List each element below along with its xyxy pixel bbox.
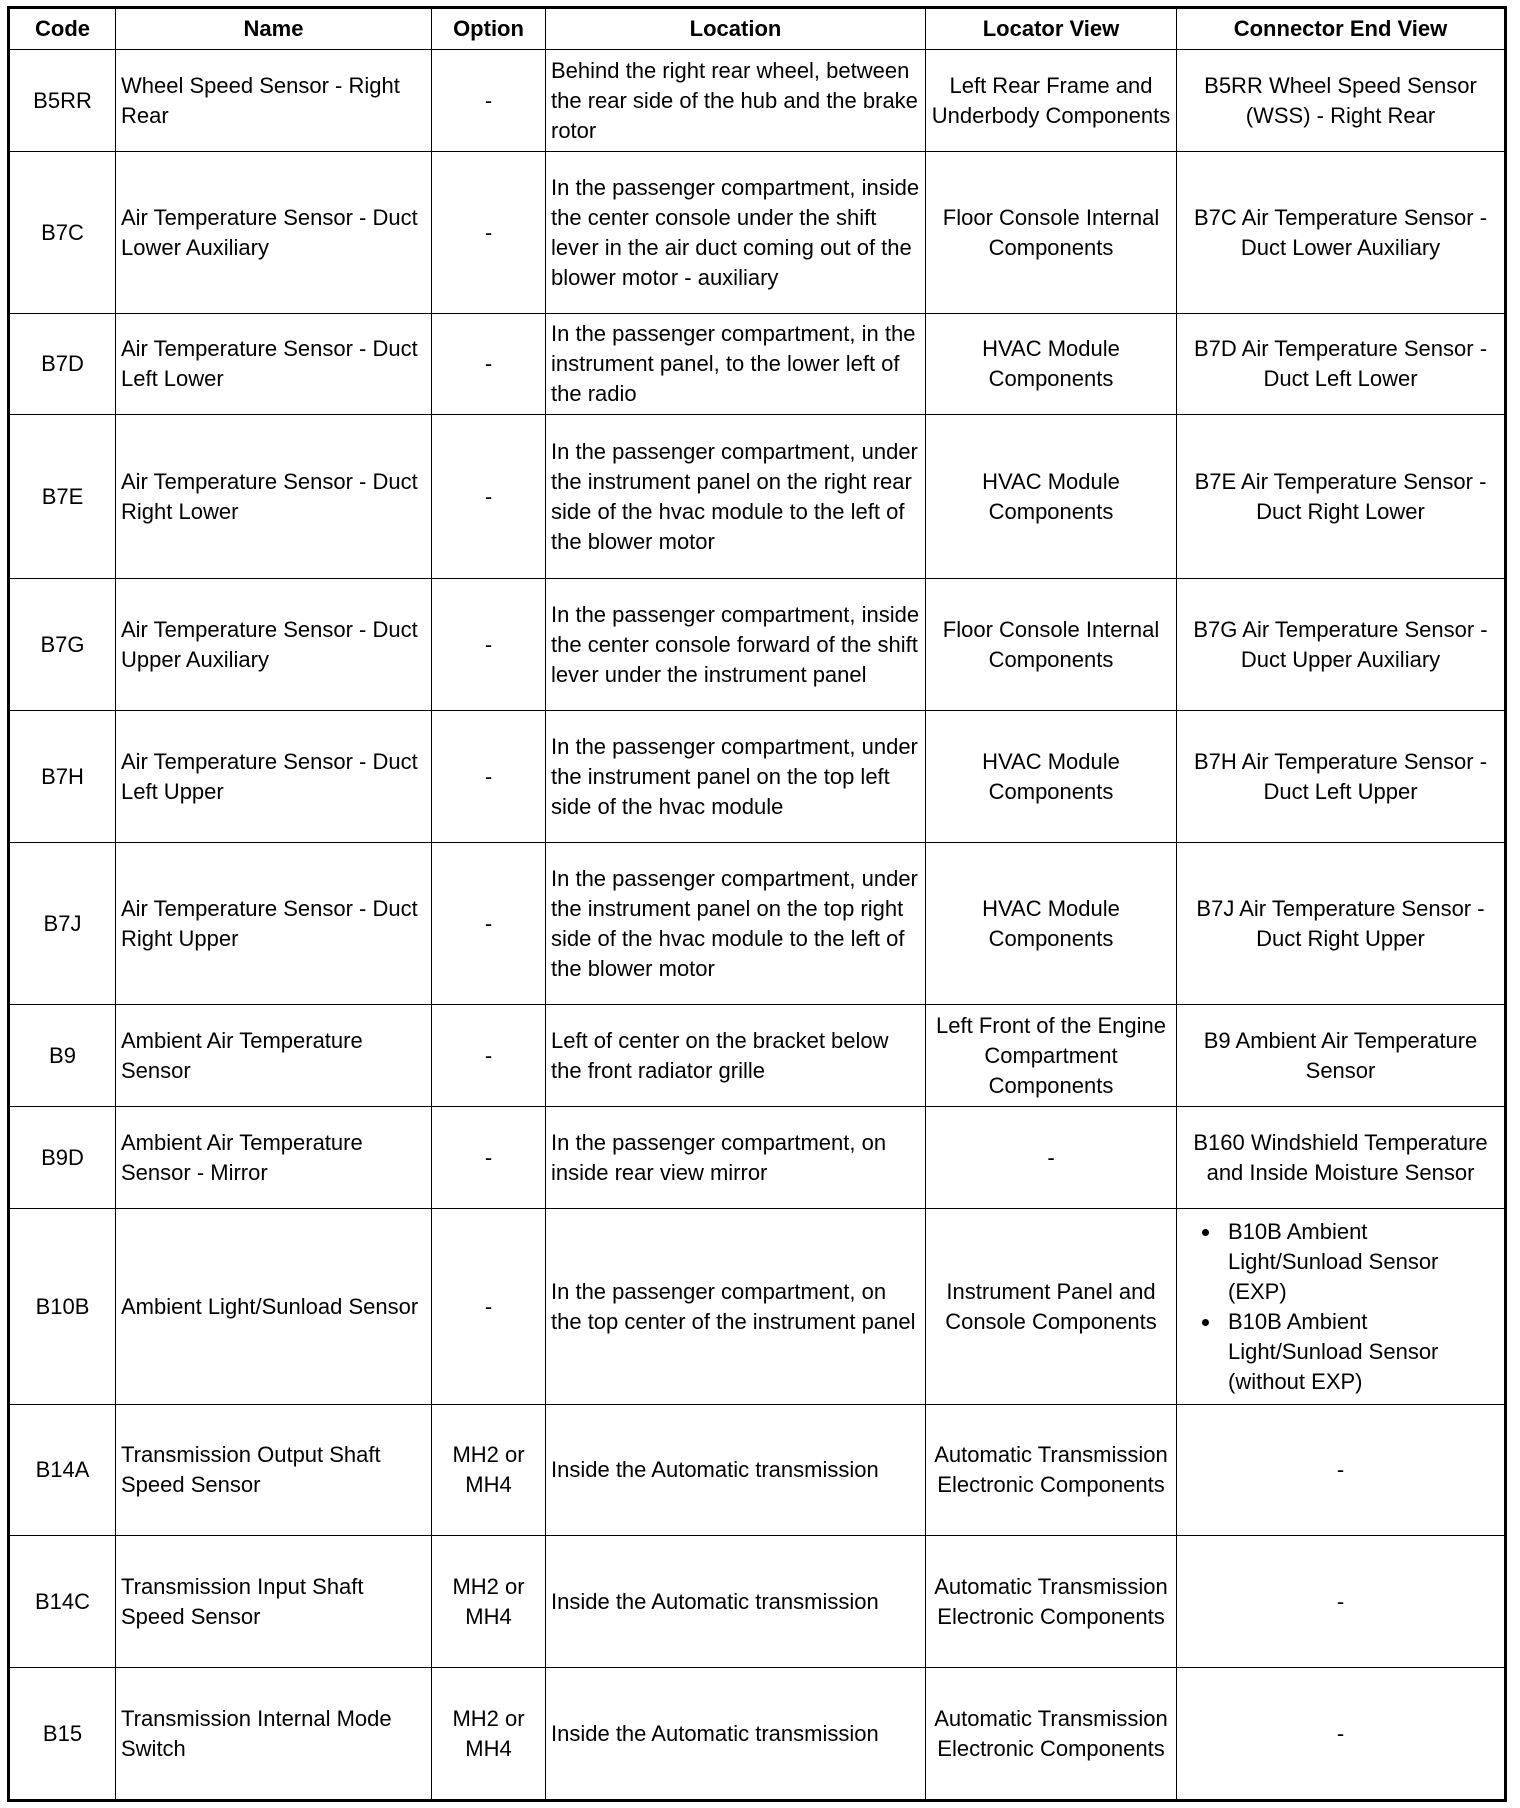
- connector-end-view-cell: -: [1177, 1405, 1506, 1536]
- location-cell: In the passenger compartment, under the instrument panel on the top right side of the hvac module to the left of the blower motor: [546, 843, 926, 1005]
- option-cell: -: [432, 1005, 546, 1107]
- location-cell: In the passenger compartment, inside the center console under the shift lever in the air duct coming out of the blower motor - auxiliary: [546, 152, 926, 314]
- connector-end-view-cell: -: [1177, 1668, 1506, 1801]
- locator-view-cell: HVAC Module Components: [926, 711, 1177, 843]
- connector-list-item: • B10B Ambient Light/Sunload Sensor (without EXP): [1222, 1307, 1499, 1397]
- connector-end-view-cell: [1177, 1209, 1506, 1405]
- table-row: [9, 1536, 1506, 1668]
- table-row: [9, 843, 1506, 1005]
- code-cell: B7D: [9, 314, 116, 415]
- locator-view-cell: Automatic Transmission Electronic Components: [926, 1536, 1177, 1668]
- connector-end-view-cell: B7D Air Temperature Sensor - Duct Left Lower: [1177, 314, 1506, 415]
- header-row: [9, 8, 1506, 50]
- option-cell: -: [432, 1107, 546, 1209]
- option-cell: -: [432, 314, 546, 415]
- location-cell: In the passenger compartment, on the top center of the instrument panel: [546, 1209, 926, 1405]
- option-cell: MH2 or MH4: [432, 1405, 546, 1536]
- connector-end-view-cell: B7G Air Temperature Sensor - Duct Upper Auxiliary: [1177, 579, 1506, 711]
- header-locator-view: Locator View: [926, 8, 1177, 50]
- location-cell: In the passenger compartment, under the instrument panel on the right rear side of the hvac module to the left of the blower motor: [546, 415, 926, 579]
- locator-view-cell: -: [926, 1107, 1177, 1209]
- connector-end-view-cell: -: [1177, 1536, 1506, 1668]
- table-row: [9, 1209, 1506, 1405]
- header-connector-end-view: Connector End View: [1177, 8, 1506, 50]
- code-cell: B7J: [9, 843, 116, 1005]
- name-cell: Transmission Input Shaft Speed Sensor: [116, 1536, 432, 1668]
- location-cell: Inside the Automatic transmission: [546, 1405, 926, 1536]
- connector-end-view-cell: B9 Ambient Air Temperature Sensor: [1177, 1005, 1506, 1107]
- option-cell: -: [432, 50, 546, 152]
- name-cell: Ambient Light/Sunload Sensor: [116, 1209, 432, 1405]
- location-cell: In the passenger compartment, inside the center console forward of the shift lever under the instrument panel: [546, 579, 926, 711]
- code-cell: B7C: [9, 152, 116, 314]
- location-cell: In the passenger compartment, on inside rear view mirror: [546, 1107, 926, 1209]
- table-row: [9, 1405, 1506, 1536]
- location-cell: Inside the Automatic transmission: [546, 1536, 926, 1668]
- header-option: Option: [432, 8, 546, 50]
- name-cell: Wheel Speed Sensor - Right Rear: [116, 50, 432, 152]
- location-cell: Left of center on the bracket below the front radiator grille: [546, 1005, 926, 1107]
- table-row: [9, 711, 1506, 843]
- connector-end-view-cell: B5RR Wheel Speed Sensor (WSS) - Right Rear: [1177, 50, 1506, 152]
- table-row: [9, 1005, 1506, 1107]
- locator-view-cell: Floor Console Internal Components: [926, 152, 1177, 314]
- name-cell: Air Temperature Sensor - Duct Left Lower: [116, 314, 432, 415]
- name-cell: Air Temperature Sensor - Duct Left Upper: [116, 711, 432, 843]
- locator-view-cell: HVAC Module Components: [926, 843, 1177, 1005]
- locator-view-cell: HVAC Module Components: [926, 314, 1177, 415]
- option-cell: -: [432, 1209, 546, 1405]
- code-cell: B9D: [9, 1107, 116, 1209]
- code-cell: B10B: [9, 1209, 116, 1405]
- option-cell: MH2 or MH4: [432, 1668, 546, 1801]
- component-locator-table: [7, 6, 1507, 1802]
- table-row: [9, 1107, 1506, 1209]
- code-cell: B5RR: [9, 50, 116, 152]
- locator-view-cell: Automatic Transmission Electronic Components: [926, 1668, 1177, 1801]
- header-name: Name: [116, 8, 432, 50]
- option-cell: -: [432, 152, 546, 314]
- header-location: Location: [546, 8, 926, 50]
- location-cell: Inside the Automatic transmission: [546, 1668, 926, 1801]
- name-cell: Transmission Internal Mode Switch: [116, 1668, 432, 1801]
- table-row: [9, 152, 1506, 314]
- location-cell: In the passenger compartment, in the instrument panel, to the lower left of the radio: [546, 314, 926, 415]
- table-row: [9, 1668, 1506, 1801]
- locator-view-cell: Left Rear Frame and Underbody Components: [926, 50, 1177, 152]
- code-cell: B14C: [9, 1536, 116, 1668]
- name-cell: Ambient Air Temperature Sensor - Mirror: [116, 1107, 432, 1209]
- connector-end-view-cell: B7E Air Temperature Sensor - Duct Right Lower: [1177, 415, 1506, 579]
- name-cell: Air Temperature Sensor - Duct Upper Auxiliary: [116, 579, 432, 711]
- name-cell: Air Temperature Sensor - Duct Right Lower: [116, 415, 432, 579]
- name-cell: Air Temperature Sensor - Duct Right Upper: [116, 843, 432, 1005]
- name-cell: Air Temperature Sensor - Duct Lower Auxiliary: [116, 152, 432, 314]
- code-cell: B7G: [9, 579, 116, 711]
- code-cell: B7H: [9, 711, 116, 843]
- location-cell: In the passenger compartment, under the instrument panel on the top left side of the hvac module: [546, 711, 926, 843]
- connector-end-view-cell: B7H Air Temperature Sensor - Duct Left Upper: [1177, 711, 1506, 843]
- option-cell: -: [432, 711, 546, 843]
- name-cell: Transmission Output Shaft Speed Sensor: [116, 1405, 432, 1536]
- code-cell: B15: [9, 1668, 116, 1801]
- locator-view-cell: Automatic Transmission Electronic Components: [926, 1405, 1177, 1536]
- connector-end-view-cell: B160 Windshield Temperature and Inside Moisture Sensor: [1177, 1107, 1506, 1209]
- table-row: [9, 50, 1506, 152]
- locator-view-cell: Left Front of the Engine Compartment Components: [926, 1005, 1177, 1107]
- option-cell: -: [432, 415, 546, 579]
- table-row: [9, 579, 1506, 711]
- table-row: [9, 314, 1506, 415]
- option-cell: MH2 or MH4: [432, 1536, 546, 1668]
- connector-end-view-cell: B7C Air Temperature Sensor - Duct Lower Auxiliary: [1177, 152, 1506, 314]
- option-cell: -: [432, 843, 546, 1005]
- locator-view-cell: HVAC Module Components: [926, 415, 1177, 579]
- locator-view-cell: Instrument Panel and Console Components: [926, 1209, 1177, 1405]
- code-cell: B7E: [9, 415, 116, 579]
- code-cell: B14A: [9, 1405, 116, 1536]
- connector-list-item: • B10B Ambient Light/Sunload Sensor (EXP): [1222, 1217, 1499, 1307]
- connector-end-view-cell: B7J Air Temperature Sensor - Duct Right Upper: [1177, 843, 1506, 1005]
- code-cell: B9: [9, 1005, 116, 1107]
- location-cell: Behind the right rear wheel, between the rear side of the hub and the brake rotor: [546, 50, 926, 152]
- locator-view-cell: Floor Console Internal Components: [926, 579, 1177, 711]
- option-cell: -: [432, 579, 546, 711]
- header-code: Code: [9, 8, 116, 50]
- table-row: [9, 415, 1506, 579]
- name-cell: Ambient Air Temperature Sensor: [116, 1005, 432, 1107]
